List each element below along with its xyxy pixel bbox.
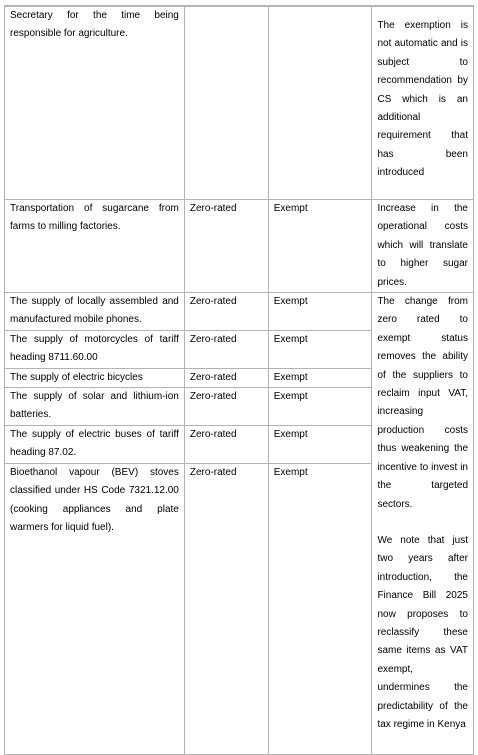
item-description: The supply of motorcycles of tariff heading 8711.60.00: [5, 330, 185, 368]
table-row: [5, 293, 474, 331]
proposed-status: Exempt: [268, 200, 372, 293]
current-status: Zero-rated: [184, 200, 268, 293]
comment-cell: The exemption is not automatic and is subject to recommendation by CS which is an additional requirement that has been introduced: [372, 7, 474, 200]
current-status: Zero-rated: [184, 425, 268, 463]
group-comment-cell: [372, 293, 474, 755]
item-description: The supply of locally assembled and manufactured mobile phones.: [5, 293, 185, 331]
current-status: Zero-rated: [184, 463, 268, 754]
paragraph-gap: [377, 514, 468, 532]
proposed-status: Exempt: [268, 425, 372, 463]
group-comment-paragraph-2: We note that just two years after introduction, the Finance Bill 2025 now proposes to reclassify these same items as VAT exempt, undermines the predictability of the tax regime in Kenya: [377, 534, 468, 730]
item-description: The supply of electric buses of tariff heading 87.02.: [5, 425, 185, 463]
item-description: Secretary for the time being responsible for agriculture.: [5, 7, 185, 200]
proposed-status: Exempt: [268, 293, 372, 331]
vat-changes-table: [4, 5, 474, 755]
current-status: [184, 7, 268, 200]
proposed-status: Exempt: [268, 388, 372, 426]
current-status: Zero-rated: [184, 388, 268, 426]
item-description: Transportation of sugarcane from farms to milling factories.: [5, 200, 185, 293]
group-comment-paragraph-1: The change from zero rated to exempt status removes the ability of the suppliers to reclaim input VAT, increasing production costs thus weakening the incentive to invest in the targeted sectors.: [377, 296, 468, 510]
current-status: Zero-rated: [184, 368, 268, 387]
proposed-status: Exempt: [268, 368, 372, 387]
item-description: The supply of electric bicycles: [5, 368, 185, 387]
table-row: [5, 7, 474, 200]
comment-cell: Increase in the operational costs which will translate to higher sugar prices.: [372, 200, 474, 293]
proposed-status: Exempt: [268, 463, 372, 754]
proposed-status: Exempt: [268, 330, 372, 368]
item-description: The supply of solar and lithium-ion batteries.: [5, 388, 185, 426]
proposed-status: [268, 7, 372, 200]
current-status: Zero-rated: [184, 293, 268, 331]
current-status: Zero-rated: [184, 330, 268, 368]
table-row: [5, 200, 474, 293]
item-description: Bioethanol vapour (BEV) stoves classified under HS Code 7321.12.00 (cooking appliances and plate warmers for liquid fuel).: [5, 463, 185, 754]
